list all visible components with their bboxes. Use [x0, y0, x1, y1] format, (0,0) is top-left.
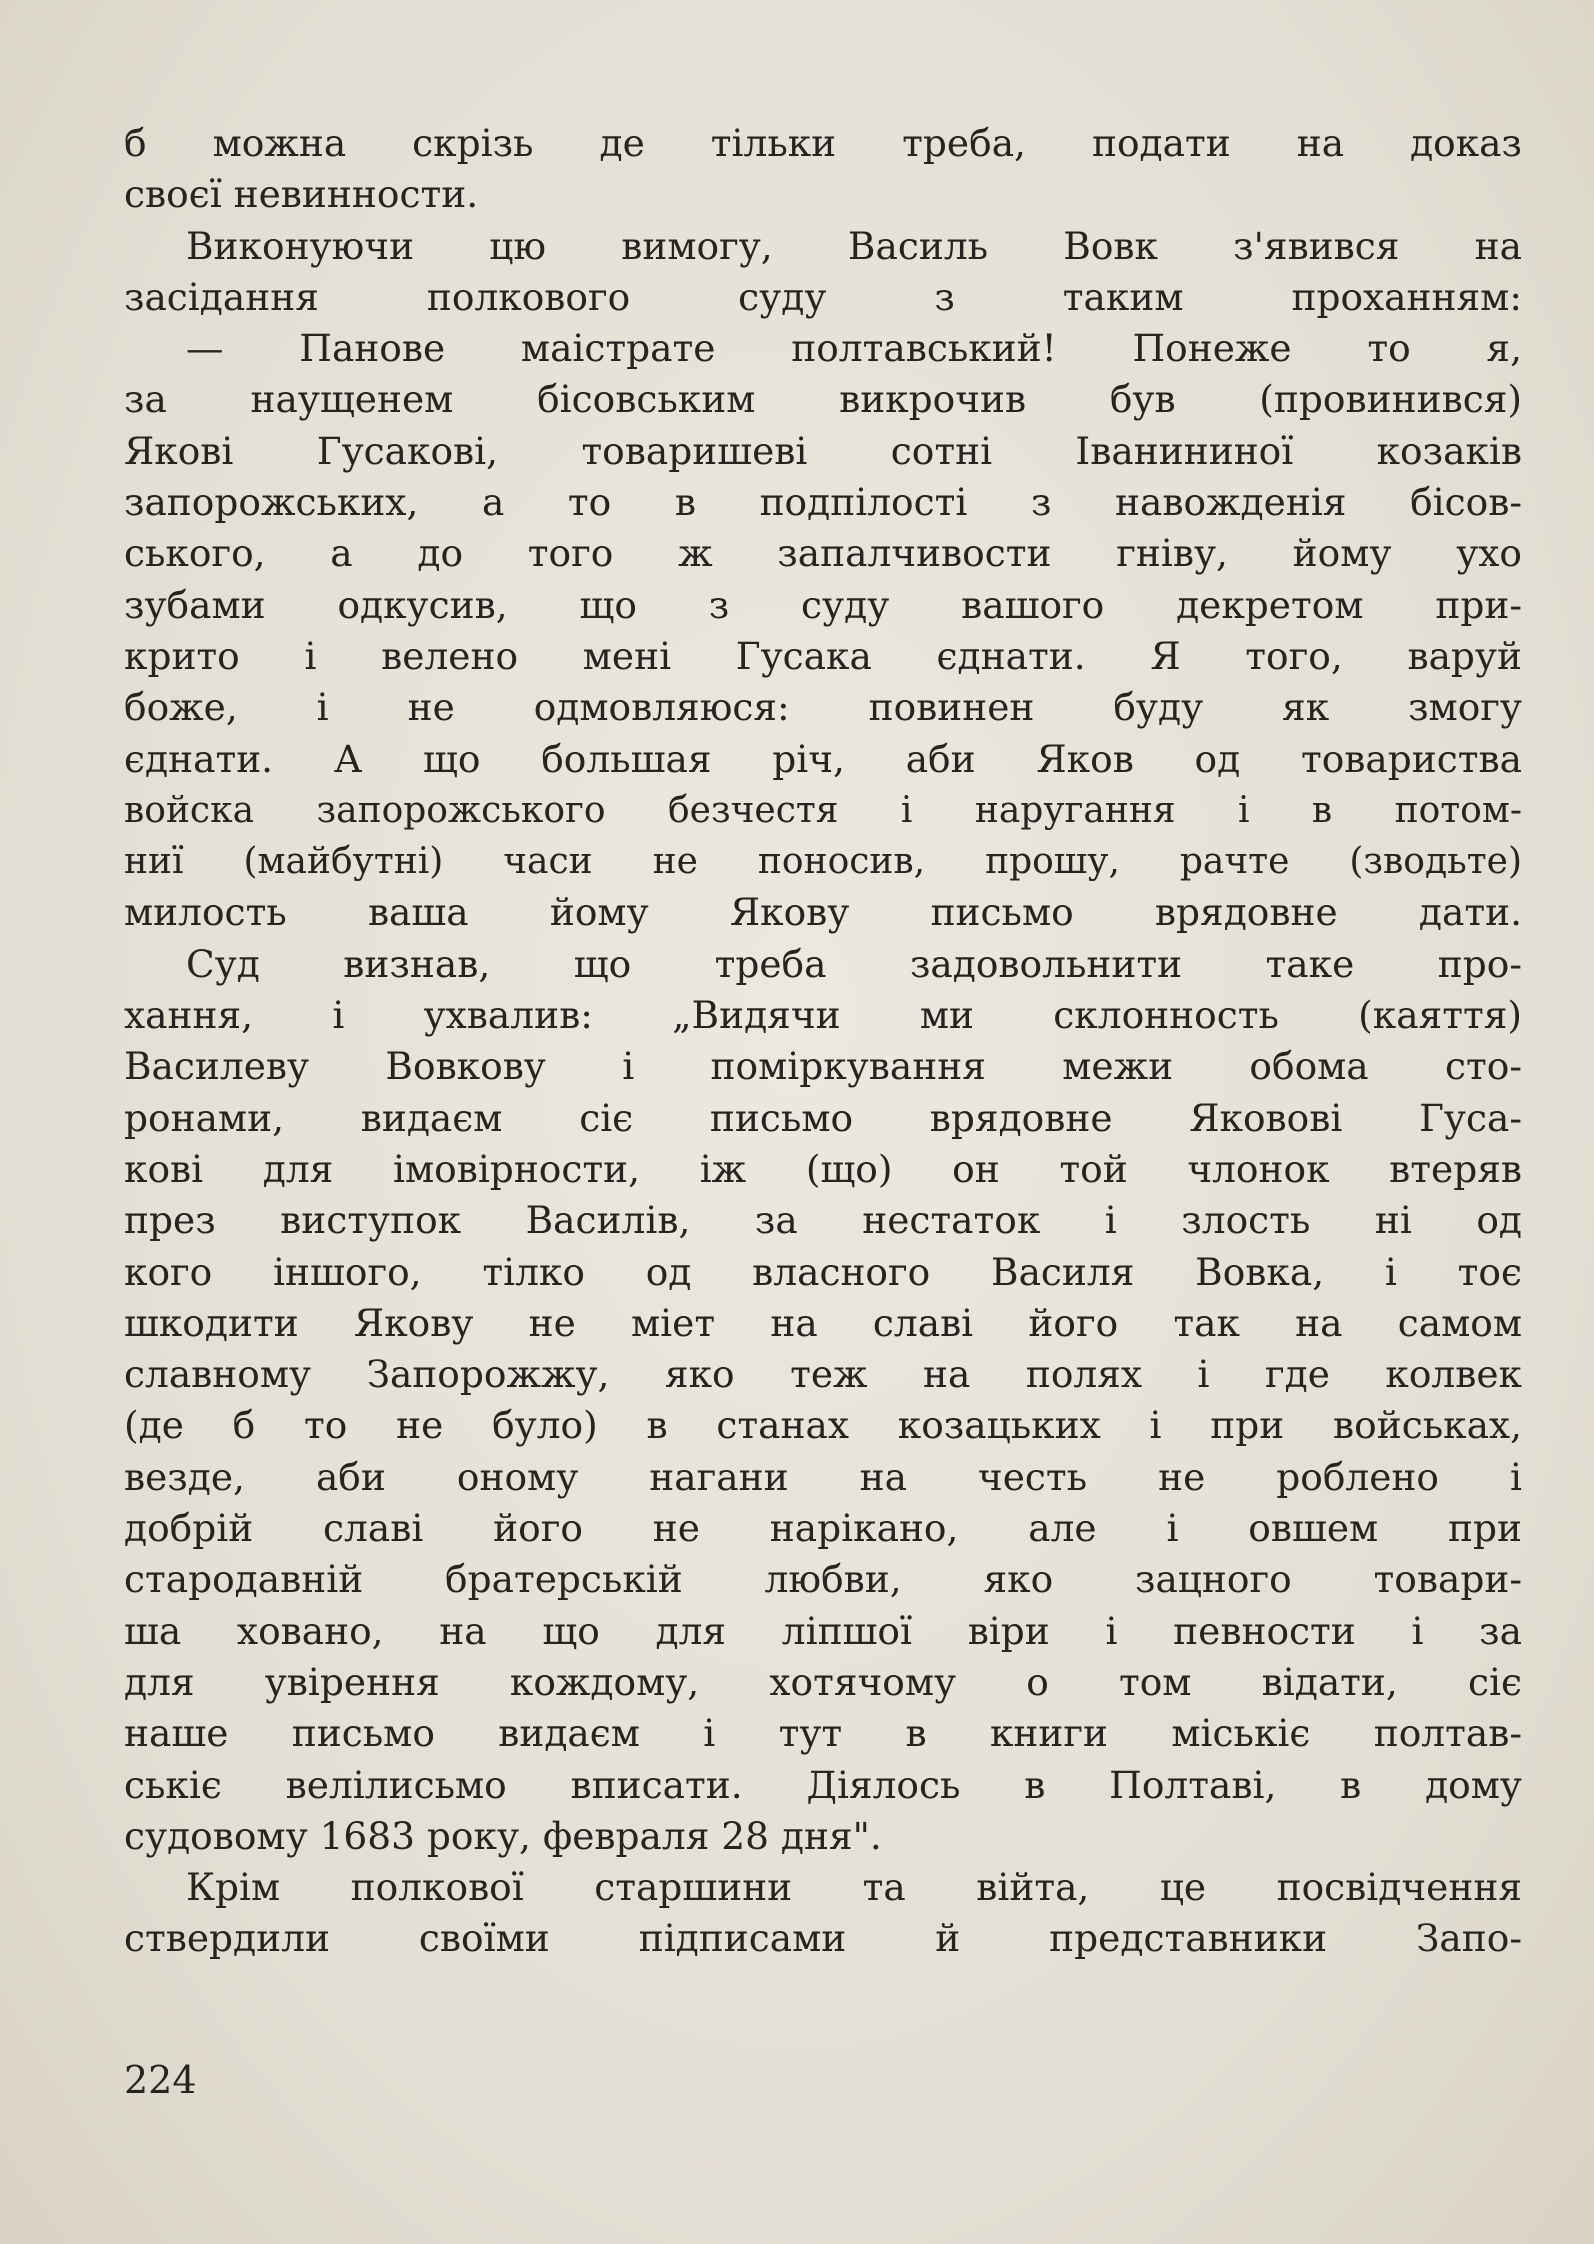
text-line: наше письмо видаєм і тут в книги міськіє полтав- [124, 1711, 1522, 1756]
text-line: запорожських, а то в подпілості з навожденія бісов- [124, 480, 1522, 525]
text-line: хання, і ухвалив: „Видячи ми склонность (каяття) [124, 993, 1522, 1038]
paragraph-start-line: Суд визнав, що треба задовольнити таке про- [186, 941, 1522, 986]
text-line: Василеву Вовкову і поміркування межи обома сто- [124, 1044, 1522, 1089]
text-line: везде, аби оному нагани на честь не роблено і [124, 1454, 1522, 1499]
text-line: ствердили своїми підписами й представники Запо- [124, 1916, 1522, 1961]
text-line: своєї невинности. [124, 172, 479, 217]
text-line: ниї (майбутні) часи не поносив, прошу, рачте (зводьте) [124, 841, 1522, 883]
text-line: кові для імовірности, іж (що) он той члонок втеряв [124, 1146, 1522, 1191]
quote-start-line: — Панове маістрате полтавський! Понеже то я, [186, 326, 1522, 371]
text-line: стародавній братерській любви, яко зацного товари- [124, 1557, 1522, 1602]
text-line: боже, і не одмовляюся: повинен буду як змогу [124, 685, 1522, 730]
text-line: Якові Гусакові, товаришеві сотні Іванининої козаків [124, 428, 1522, 473]
page-text [124, 118, 1522, 1965]
text-line: крито і велено мені Гусака єднати. Я того, варуй [124, 633, 1522, 678]
paragraph-start-line: Крім полкової старшини та війта, це посвідчення [186, 1865, 1522, 1910]
text-line: кого іншого, тілко од власного Василя Вовка, і тоє [124, 1249, 1522, 1294]
text-line: судовому 1683 року, февраля 28 дня". [124, 1813, 882, 1858]
text-line: славному Запорожжу, яко теж на полях і где колвек [124, 1352, 1522, 1397]
text-line: ронами, видаєм сіє письмо врядовне Якововi Гуса- [124, 1095, 1522, 1140]
text-line: добрій славі його не нарікано, але і овшем при [124, 1506, 1522, 1551]
text-line: през виступок Василів, за нестаток і злость ні од [124, 1198, 1522, 1243]
text-line: шкодити Якову не міет на славі його так на самом [124, 1300, 1522, 1345]
text-line: для увірення кождому, хотячому о том відати, сіє [124, 1659, 1522, 1704]
text-line: милость ваша йому Якову письмо врядовне дати. [124, 890, 1522, 935]
text-line: б можна скрізь де тільки треба, подати на доказ [124, 121, 1522, 165]
text-line: ша ховано, на що для ліпшої віри і певности і за [124, 1608, 1522, 1653]
paragraph-start-line: Виконуючи цю вимогу, Василь Вовк з'явився на [186, 223, 1522, 268]
text-line: зубами одкусив, що з суду вашого декретом при- [124, 582, 1522, 627]
text-line: войска запорожського безчестя і наругання і в потом- [124, 789, 1522, 831]
text-line: (де б то не було) в станах козацьких і при войськах, [124, 1403, 1522, 1448]
text-line: засідання полкового суду з таким проханням: [124, 274, 1522, 319]
text-line: ськіє велілисьмо вписати. Діялось в Полтаві, в дому [124, 1762, 1522, 1807]
text-line: ського, а до того ж запалчивости гніву, йому ухо [124, 531, 1522, 576]
text-line: єднати. А що большая річ, аби Яков од товариства [124, 736, 1522, 781]
page-number: 224 [124, 2058, 197, 2102]
text-line: за наущенем бісовським викрочив був (провинився) [124, 377, 1522, 422]
